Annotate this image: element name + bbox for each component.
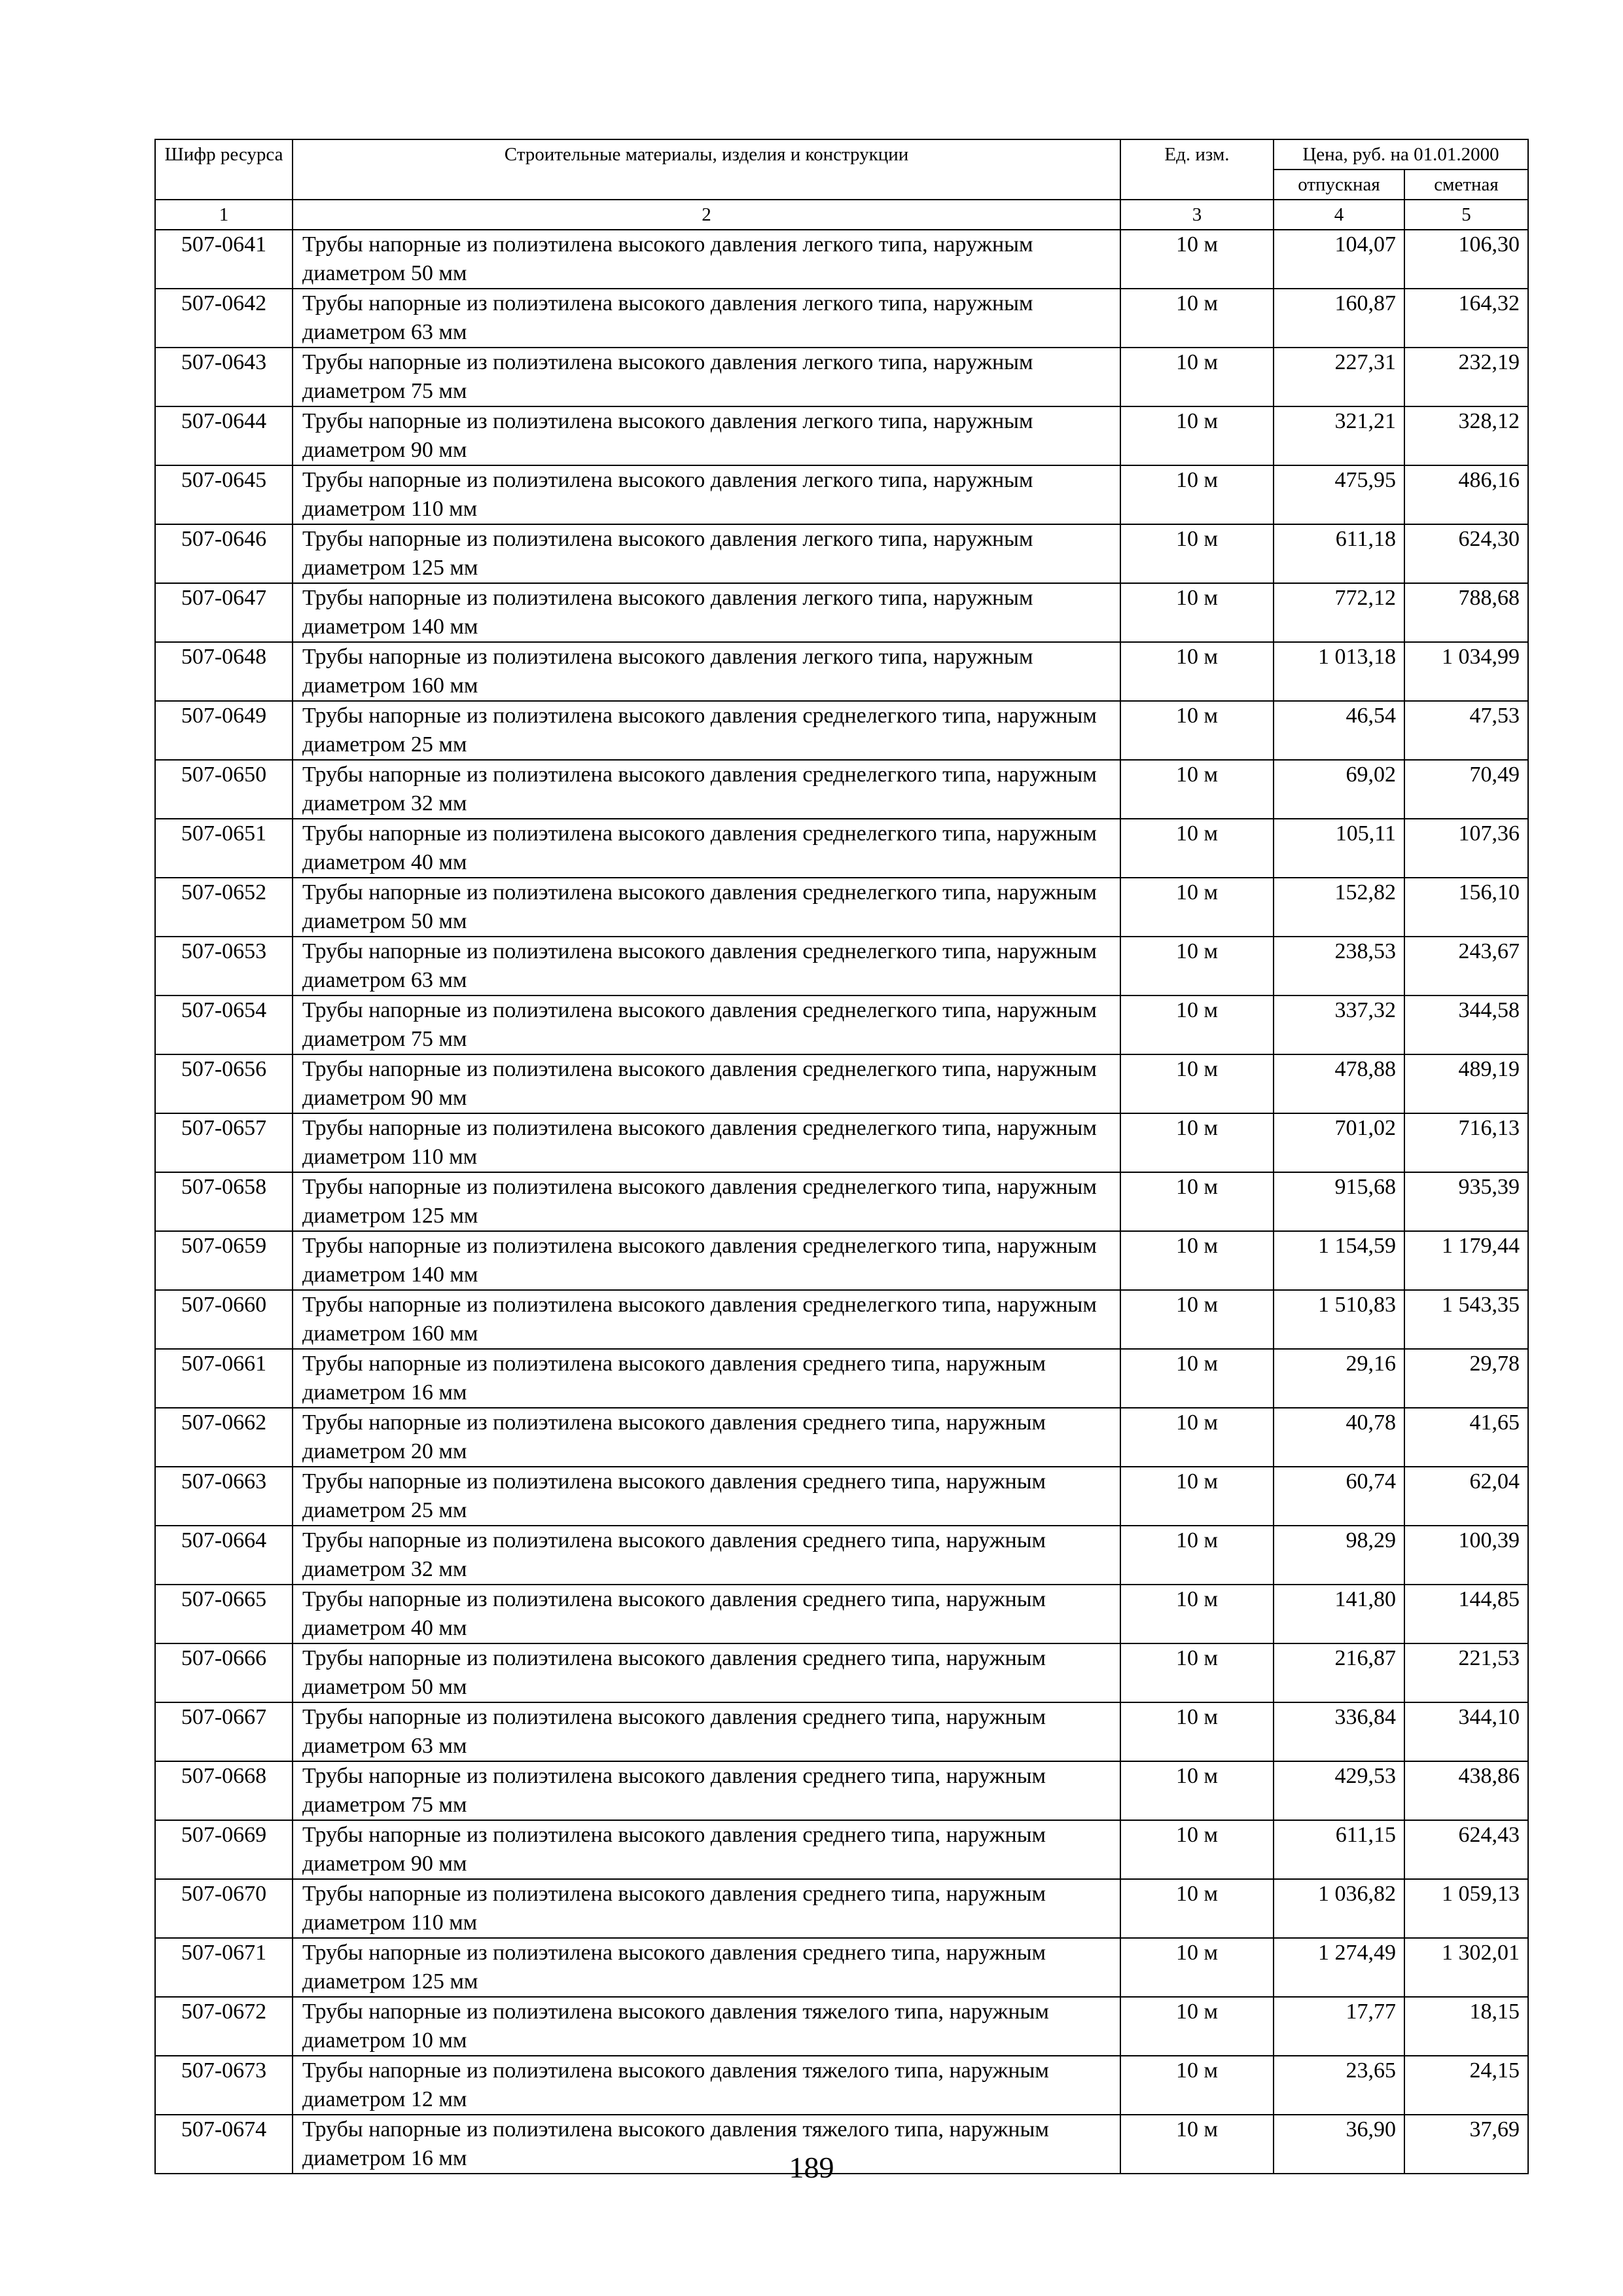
row-name: Трубы напорные из полиэтилена высокого давления легкого типа, наружным диаметром 140 мм [293, 583, 1120, 642]
table-row [155, 1938, 1528, 1997]
row-name: Трубы напорные из полиэтилена высокого давления легкого типа, наружным диаметром 90 мм [293, 406, 1120, 465]
row-price-estimate: 624,30 [1404, 524, 1528, 583]
row-name: Трубы напорные из полиэтилена высокого давления легкого типа, наружным диаметром 110 мм [293, 465, 1120, 524]
row-name: Трубы напорные из полиэтилена высокого давления среднего типа, наружным диаметром 125 мм [293, 1938, 1120, 1997]
row-code: 507-0654 [155, 996, 293, 1054]
table-row [155, 701, 1528, 760]
row-price-release: 337,32 [1274, 996, 1404, 1054]
row-price-estimate: 232,19 [1404, 348, 1528, 406]
row-unit: 10 м [1120, 1643, 1274, 1702]
table-row [155, 1761, 1528, 1820]
row-unit: 10 м [1120, 819, 1274, 878]
row-code: 507-0647 [155, 583, 293, 642]
row-unit: 10 м [1120, 1585, 1274, 1643]
row-unit: 10 м [1120, 1820, 1274, 1879]
row-name: Трубы напорные из полиэтилена высокого давления среднелегкого типа, наружным диаметром 160 мм [293, 1290, 1120, 1349]
row-unit: 10 м [1120, 878, 1274, 937]
row-unit: 10 м [1120, 2056, 1274, 2115]
row-price-release: 36,90 [1274, 2115, 1404, 2174]
row-price-estimate: 37,69 [1404, 2115, 1528, 2174]
header-code: Шифр ресурса [155, 139, 293, 200]
row-unit: 10 м [1120, 1879, 1274, 1938]
row-name: Трубы напорные из полиэтилена высокого давления тяжелого типа, наружным диаметром 16 мм [293, 2115, 1120, 2174]
table-body [155, 230, 1528, 2174]
row-price-release: 29,16 [1274, 1349, 1404, 1408]
table-row [155, 1879, 1528, 1938]
table-row [155, 878, 1528, 937]
table-row [155, 230, 1528, 289]
table-row [155, 406, 1528, 465]
row-unit: 10 м [1120, 1349, 1274, 1408]
table-row [155, 1290, 1528, 1349]
row-name: Трубы напорные из полиэтилена высокого давления легкого типа, наружным диаметром 50 мм [293, 230, 1120, 289]
row-name: Трубы напорные из полиэтилена высокого давления среднелегкого типа, наружным диаметром 25 мм [293, 701, 1120, 760]
row-name: Трубы напорные из полиэтилена высокого давления среднего типа, наружным диаметром 90 мм [293, 1820, 1120, 1879]
row-unit: 10 м [1120, 348, 1274, 406]
row-name: Трубы напорные из полиэтилена высокого давления среднелегкого типа, наружным диаметром 110 мм [293, 1113, 1120, 1172]
header-price-release: отпускная [1274, 170, 1404, 200]
row-price-release: 69,02 [1274, 760, 1404, 819]
row-price-estimate: 344,58 [1404, 996, 1528, 1054]
row-code: 507-0644 [155, 406, 293, 465]
table-row [155, 2056, 1528, 2115]
row-name: Трубы напорные из полиэтилена высокого давления среднелегкого типа, наружным диаметром 125 мм [293, 1172, 1120, 1231]
row-unit: 10 м [1120, 583, 1274, 642]
row-price-estimate: 106,30 [1404, 230, 1528, 289]
row-price-release: 321,21 [1274, 406, 1404, 465]
row-price-release: 152,82 [1274, 878, 1404, 937]
row-name: Трубы напорные из полиэтилена высокого давления среднелегкого типа, наружным диаметром 50 мм [293, 878, 1120, 937]
row-unit: 10 м [1120, 2115, 1274, 2174]
header-unit: Ед. изм. [1120, 139, 1274, 200]
row-price-release: 915,68 [1274, 1172, 1404, 1231]
row-code: 507-0646 [155, 524, 293, 583]
row-price-release: 227,31 [1274, 348, 1404, 406]
table-row [155, 1113, 1528, 1172]
row-name: Трубы напорные из полиэтилена высокого давления среднего типа, наружным диаметром 75 мм [293, 1761, 1120, 1820]
row-unit: 10 м [1120, 1467, 1274, 1526]
row-code: 507-0664 [155, 1526, 293, 1585]
row-code: 507-0652 [155, 878, 293, 937]
row-price-estimate: 1 059,13 [1404, 1879, 1528, 1938]
table-row [155, 1349, 1528, 1408]
row-price-release: 238,53 [1274, 937, 1404, 996]
row-price-release: 1 154,59 [1274, 1231, 1404, 1290]
row-name: Трубы напорные из полиэтилена высокого давления среднего типа, наружным диаметром 16 мм [293, 1349, 1120, 1408]
table-row [155, 1172, 1528, 1231]
row-unit: 10 м [1120, 937, 1274, 996]
row-code: 507-0662 [155, 1408, 293, 1467]
row-price-release: 701,02 [1274, 1113, 1404, 1172]
row-price-release: 611,18 [1274, 524, 1404, 583]
row-price-release: 772,12 [1274, 583, 1404, 642]
row-unit: 10 м [1120, 1172, 1274, 1231]
table-row [155, 1997, 1528, 2056]
row-price-release: 40,78 [1274, 1408, 1404, 1467]
table-row [155, 1643, 1528, 1702]
row-price-estimate: 41,65 [1404, 1408, 1528, 1467]
row-code: 507-0658 [155, 1172, 293, 1231]
row-name: Трубы напорные из полиэтилена высокого давления среднего типа, наружным диаметром 50 мм [293, 1643, 1120, 1702]
row-name: Трубы напорные из полиэтилена высокого давления среднего типа, наружным диаметром 63 мм [293, 1702, 1120, 1761]
row-unit: 10 м [1120, 1113, 1274, 1172]
row-code: 507-0661 [155, 1349, 293, 1408]
row-name: Трубы напорные из полиэтилена высокого давления среднего типа, наружным диаметром 110 мм [293, 1879, 1120, 1938]
row-name: Трубы напорные из полиэтилена высокого давления тяжелого типа, наружным диаметром 12 мм [293, 2056, 1120, 2115]
row-code: 507-0666 [155, 1643, 293, 1702]
table-row [155, 1408, 1528, 1467]
row-name: Трубы напорные из полиэтилена высокого давления среднелегкого типа, наружным диаметром 140 мм [293, 1231, 1120, 1290]
row-unit: 10 м [1120, 406, 1274, 465]
row-name: Трубы напорные из полиэтилена высокого давления среднелегкого типа, наружным диаметром 32 мм [293, 760, 1120, 819]
table-row [155, 1467, 1528, 1526]
column-number: 4 [1274, 200, 1404, 230]
row-code: 507-0657 [155, 1113, 293, 1172]
row-price-estimate: 243,67 [1404, 937, 1528, 996]
row-code: 507-0674 [155, 2115, 293, 2174]
price-table [154, 139, 1529, 2174]
row-price-release: 478,88 [1274, 1054, 1404, 1113]
row-price-estimate: 716,13 [1404, 1113, 1528, 1172]
row-unit: 10 м [1120, 465, 1274, 524]
row-price-estimate: 18,15 [1404, 1997, 1528, 2056]
row-code: 507-0659 [155, 1231, 293, 1290]
row-unit: 10 м [1120, 1702, 1274, 1761]
row-name: Трубы напорные из полиэтилена высокого давления легкого типа, наружным диаметром 125 мм [293, 524, 1120, 583]
row-unit: 10 м [1120, 1231, 1274, 1290]
row-code: 507-0645 [155, 465, 293, 524]
row-code: 507-0671 [155, 1938, 293, 1997]
row-name: Трубы напорные из полиэтилена высокого давления среднего типа, наружным диаметром 25 мм [293, 1467, 1120, 1526]
row-unit: 10 м [1120, 1938, 1274, 1997]
row-price-release: 1 036,82 [1274, 1879, 1404, 1938]
row-price-estimate: 486,16 [1404, 465, 1528, 524]
table-row [155, 524, 1528, 583]
row-unit: 10 м [1120, 1761, 1274, 1820]
row-price-estimate: 624,43 [1404, 1820, 1528, 1879]
header-name: Строительные материалы, изделия и конструкции [293, 139, 1120, 200]
column-number: 2 [293, 200, 1120, 230]
row-price-estimate: 438,86 [1404, 1761, 1528, 1820]
row-price-estimate: 935,39 [1404, 1172, 1528, 1231]
header-price-group: Цена, руб. на 01.01.2000 [1274, 139, 1528, 170]
row-unit: 10 м [1120, 760, 1274, 819]
row-code: 507-0650 [155, 760, 293, 819]
row-price-estimate: 1 302,01 [1404, 1938, 1528, 1997]
table-row [155, 760, 1528, 819]
table-row [155, 465, 1528, 524]
table-row [155, 819, 1528, 878]
row-code: 507-0663 [155, 1467, 293, 1526]
row-price-release: 611,15 [1274, 1820, 1404, 1879]
row-price-estimate: 221,53 [1404, 1643, 1528, 1702]
table-row [155, 1054, 1528, 1113]
row-price-release: 1 013,18 [1274, 642, 1404, 701]
row-code: 507-0648 [155, 642, 293, 701]
row-name: Трубы напорные из полиэтилена высокого давления среднелегкого типа, наружным диаметром 90 мм [293, 1054, 1120, 1113]
row-unit: 10 м [1120, 1997, 1274, 2056]
row-price-release: 23,65 [1274, 2056, 1404, 2115]
table-row [155, 1820, 1528, 1879]
table-row [155, 1231, 1528, 1290]
row-unit: 10 м [1120, 642, 1274, 701]
row-price-estimate: 70,49 [1404, 760, 1528, 819]
row-price-release: 336,84 [1274, 1702, 1404, 1761]
row-price-release: 216,87 [1274, 1643, 1404, 1702]
row-price-release: 1 274,49 [1274, 1938, 1404, 1997]
row-price-release: 160,87 [1274, 289, 1404, 348]
table-row [155, 937, 1528, 996]
row-price-release: 475,95 [1274, 465, 1404, 524]
row-price-estimate: 62,04 [1404, 1467, 1528, 1526]
row-code: 507-0643 [155, 348, 293, 406]
row-price-estimate: 29,78 [1404, 1349, 1528, 1408]
row-code: 507-0665 [155, 1585, 293, 1643]
table-row [155, 642, 1528, 701]
column-number: 1 [155, 200, 293, 230]
table-row [155, 1585, 1528, 1643]
row-code: 507-0641 [155, 230, 293, 289]
row-price-estimate: 1 179,44 [1404, 1231, 1528, 1290]
column-number: 5 [1404, 200, 1528, 230]
row-price-estimate: 344,10 [1404, 1702, 1528, 1761]
row-price-estimate: 164,32 [1404, 289, 1528, 348]
row-price-estimate: 1 034,99 [1404, 642, 1528, 701]
row-unit: 10 м [1120, 289, 1274, 348]
row-unit: 10 м [1120, 1290, 1274, 1349]
row-price-estimate: 47,53 [1404, 701, 1528, 760]
row-price-estimate: 788,68 [1404, 583, 1528, 642]
row-name: Трубы напорные из полиэтилена высокого давления среднелегкого типа, наружным диаметром 63 мм [293, 937, 1120, 996]
row-code: 507-0651 [155, 819, 293, 878]
row-code: 507-0656 [155, 1054, 293, 1113]
page-number: 189 [789, 2151, 834, 2184]
row-unit: 10 м [1120, 1526, 1274, 1585]
table-row [155, 348, 1528, 406]
row-name: Трубы напорные из полиэтилена высокого давления среднелегкого типа, наружным диаметром 75 мм [293, 996, 1120, 1054]
row-name: Трубы напорные из полиэтилена высокого давления тяжелого типа, наружным диаметром 10 мм [293, 1997, 1120, 2056]
row-name: Трубы напорные из полиэтилена высокого давления среднего типа, наружным диаметром 32 мм [293, 1526, 1120, 1585]
row-price-release: 17,77 [1274, 1997, 1404, 2056]
row-code: 507-0667 [155, 1702, 293, 1761]
row-name: Трубы напорные из полиэтилена высокого давления легкого типа, наружным диаметром 75 мм [293, 348, 1120, 406]
row-price-estimate: 328,12 [1404, 406, 1528, 465]
row-price-release: 104,07 [1274, 230, 1404, 289]
row-price-release: 105,11 [1274, 819, 1404, 878]
row-price-estimate: 156,10 [1404, 878, 1528, 937]
row-price-release: 1 510,83 [1274, 1290, 1404, 1349]
header-price-estimate: сметная [1404, 170, 1528, 200]
row-code: 507-0660 [155, 1290, 293, 1349]
row-name: Трубы напорные из полиэтилена высокого давления легкого типа, наружным диаметром 63 мм [293, 289, 1120, 348]
row-unit: 10 м [1120, 524, 1274, 583]
row-unit: 10 м [1120, 1408, 1274, 1467]
row-code: 507-0642 [155, 289, 293, 348]
table-row [155, 996, 1528, 1054]
row-price-estimate: 100,39 [1404, 1526, 1528, 1585]
table-row [155, 1702, 1528, 1761]
row-code: 507-0669 [155, 1820, 293, 1879]
row-price-estimate: 1 543,35 [1404, 1290, 1528, 1349]
row-code: 507-0668 [155, 1761, 293, 1820]
table-row [155, 289, 1528, 348]
row-price-release: 98,29 [1274, 1526, 1404, 1585]
table-row [155, 583, 1528, 642]
row-price-release: 429,53 [1274, 1761, 1404, 1820]
row-unit: 10 м [1120, 996, 1274, 1054]
row-unit: 10 м [1120, 701, 1274, 760]
row-name: Трубы напорные из полиэтилена высокого давления среднелегкого типа, наружным диаметром 40 мм [293, 819, 1120, 878]
row-code: 507-0672 [155, 1997, 293, 2056]
row-name: Трубы напорные из полиэтилена высокого давления среднего типа, наружным диаметром 40 мм [293, 1585, 1120, 1643]
row-price-release: 141,80 [1274, 1585, 1404, 1643]
row-price-release: 60,74 [1274, 1467, 1404, 1526]
row-unit: 10 м [1120, 230, 1274, 289]
row-price-estimate: 107,36 [1404, 819, 1528, 878]
row-code: 507-0670 [155, 1879, 293, 1938]
row-price-estimate: 144,85 [1404, 1585, 1528, 1643]
row-code: 507-0649 [155, 701, 293, 760]
row-price-estimate: 24,15 [1404, 2056, 1528, 2115]
row-unit: 10 м [1120, 1054, 1274, 1113]
table-row [155, 1526, 1528, 1585]
row-code: 507-0673 [155, 2056, 293, 2115]
row-price-release: 46,54 [1274, 701, 1404, 760]
row-price-estimate: 489,19 [1404, 1054, 1528, 1113]
row-code: 507-0653 [155, 937, 293, 996]
row-name: Трубы напорные из полиэтилена высокого давления среднего типа, наружным диаметром 20 мм [293, 1408, 1120, 1467]
column-number: 3 [1120, 200, 1274, 230]
row-name: Трубы напорные из полиэтилена высокого давления легкого типа, наружным диаметром 160 мм [293, 642, 1120, 701]
column-numbers-row [155, 200, 1528, 230]
